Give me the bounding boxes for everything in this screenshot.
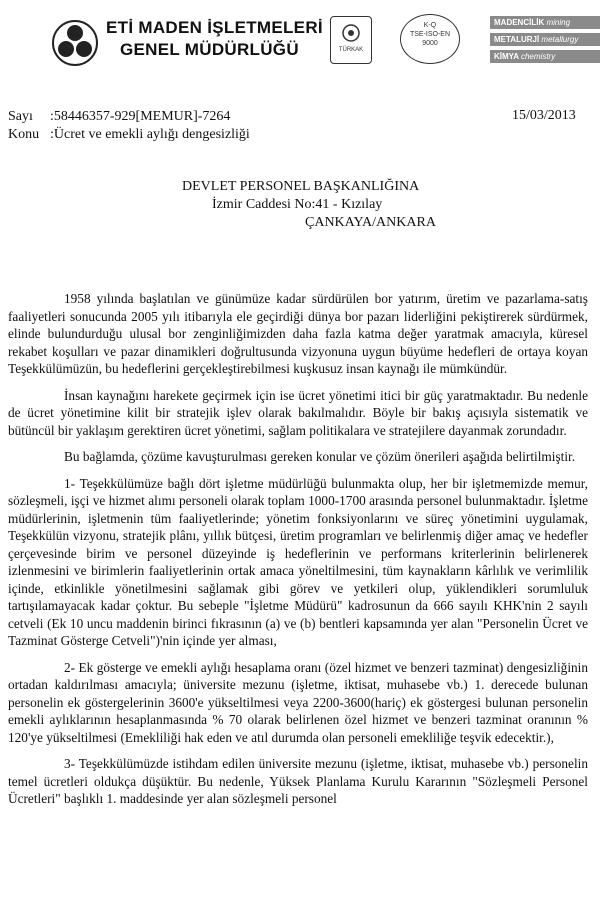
subject-line (8, 126, 250, 144)
addressee-block (0, 178, 600, 232)
body-paragraph-2: İnsan kaynağını harekete geçirmek için ise ücret yönetimi itici bir güç yaratmaktadır. Bu nedenle de ücret yönetimine kilit bir stratejik işlev olarak bakılmalıdır. Böyle bir bakış açısıyla sistematik ve bütüncül bir yaklaşım gerektiren ücret yönetimi, sağlam politikalara ve stratejilere dayanmak zorundadır. (8, 387, 588, 438)
sayi-value: :58446357-929[MEMUR]-7264 (50, 109, 231, 124)
reference-number (8, 108, 230, 126)
konu-value: :Ücret ve emekli aylığı dengesizliği (50, 127, 250, 142)
sector-chemistry: KİMYA chemistry (490, 50, 600, 63)
body-paragraph-5: 2- Ek gösterge ve emekli aylığı hesaplama oranı (özel hizmet ve benzeri tazminat) dengesizliğinin ortadan kaldırılması amacıyla; üniversite mezunu (işletme, iktisat, muhasebe vb.) 1. derecede bulunan personelin ek göstergelerinin 3600'e yükseltilmesi veya 2200-3600(hariç) ek göstergesi bulunan personelin emekli aylıklarının hesaplanmasında % 70 olarak belirlenen özel hizmet ve benzeri tazminat oranının % 120'ye yükseltilmesi (Emekliliği hak eden ve atıl durumda olan personeli emekliliğe teşvik edecektir.), (8, 659, 588, 745)
company-logo-icon (52, 20, 98, 66)
sector-metallurgy: METALURJİ metallurgy (490, 33, 600, 46)
org-name-line1: ETİ MADEN İŞLETMELERİ (106, 18, 323, 37)
addressee-line2: İzmir Caddesi No:41 - Kızılay (212, 197, 383, 212)
konu-label: Konu (8, 127, 40, 142)
letterhead (0, 0, 600, 90)
turak-label: TÜRKAK (338, 47, 364, 53)
iso-line2: TSE-ISO-EN (409, 31, 451, 38)
turak-seal-icon (341, 23, 361, 43)
org-name-line2: GENEL MÜDÜRLÜĞÜ (120, 40, 299, 59)
turak-cert-badge (330, 16, 372, 64)
sayi-label: Sayı (8, 109, 33, 124)
iso-line1: K-Q (423, 22, 437, 29)
body-paragraph-4: 1- Teşekkülümüze bağlı dört işletme müdürlüğü bulunmakta olup, her bir işletmemizde memur, sözleşmeli, işçi ve hizmet alımı personeli olarak toplam 1000-1700 arasında personel bulunmaktadır. İşletme müdürlerinin, işletmenin tüm faaliyetlerinde; yönetim fonksiyonlarını ve süreç yönetimini uygulamak, Teşekkülün vizyonu, stratejik plânı, yıllık bütçesi, üretim programları ve belirlenmiş diğer amaç ve hedefler çerçevesinde birim ve personel düzeyinde iş hedeflerinin ve performans kriterlerinin belirlenerek izlenmesini ve birimlerin faaliyetlerinin ortak amaca yöneltilmesini, tüm kaynakların kârlılık ve verimlilik içinde, etkinlikle yönetilmesini sağlamak gibi görev ve yetkileri olup, yüklendikleri sorumluluk tartışılamayacak kadar çoktur. Bu sebeple "İşletme Müdürü" kadrosunun da 666 sayılı KHK'nin 2 sayılı cetveli (Ek 10 uncu maddenin birinci fıkrasının (a) ve (b) bentleri kapsamında yer alan "Personelin Ücret ve Tazminat Gösterge Cetveli")'nin içinde yer alması, (8, 475, 588, 648)
body-paragraph-3: Bu bağlamda, çözüme kavuşturulması gereken konular ve çözüm önerileri aşağıda belirtilmiştir. (64, 449, 576, 464)
body-paragraph-6: 3- Teşekkülümüzde istihdam edilen üniversite mezunu (işletme, iktisat, muhasebe vb.) personelin temel ücretleri oldukça düşüktür. Bu nedenle, Yüksek Planlama Kurulu Kararının "Sözleşmeli Personel Ücretleri" başlıklı 1. maddesinde yer alan sözleşmeli personel (8, 756, 588, 806)
sector-mining: MADENCİLİK mining (490, 16, 600, 29)
letter-date: 15/03/2013 (512, 108, 576, 123)
iso-cert-badge (400, 14, 460, 64)
addressee-line3: ÇANKAYA/ANKARA (305, 215, 436, 230)
letter-body (8, 290, 588, 817)
iso-line3: 9000 (422, 40, 438, 47)
addressee-line1: DEVLET PERSONEL BAŞKANLIĞINA (182, 179, 420, 194)
body-paragraph-1: 1958 yılında başlatılan ve günümüze kadar sürdürülen bor yatırım, üretim ve pazarlama-satış faaliyetleri sonucunda 2005 yılı itibarıyla ele geçirdiği dünya bor pazarı liderliğini pekiştirerek sürdürmek, elinde bulundurduğu ulusal bor zenginliğimizden daha fazla katma değer yaratmak amacıyla, küresel rekabet koşulları ve pazar dinamikleri doğrultusunda vizyonuna uygun büyüme hedefleri de ortaya koyan Teşekkülümüzün, bu hedeflerini gerçekleştirebilmesi kuşkusuz insan kaynağı ile mümkündür. (8, 291, 588, 376)
